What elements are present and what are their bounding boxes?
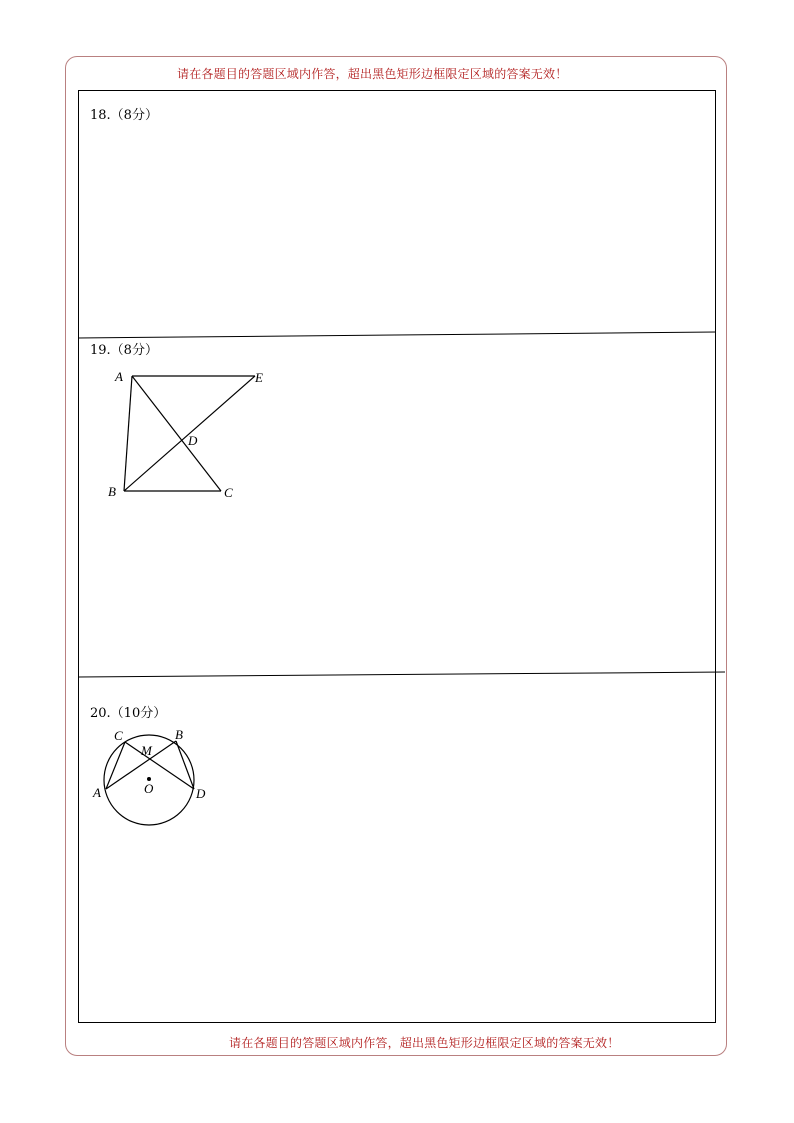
question-20-number: 20.（10分） (90, 706, 167, 721)
label-C: C (114, 728, 123, 743)
answer-area-notice-top: 请在各题目的答题区域内作答，超出黑色矩形边框限定区域的答案无效！ (177, 67, 568, 81)
label-D: D (196, 786, 206, 801)
label-C: C (224, 485, 233, 500)
question-18-number: 18.（8分） (90, 108, 158, 123)
label-A: A (93, 785, 101, 800)
label-O: O (144, 781, 154, 796)
label-A: A (115, 369, 123, 384)
label-B: B (175, 727, 183, 742)
label-M: M (141, 743, 152, 758)
question-19-number: 19.（8分） (90, 343, 158, 358)
label-E: E (255, 370, 263, 385)
label-B: B (108, 484, 116, 499)
label-D: D (188, 433, 198, 448)
answer-area-notice-bottom: 请在各题目的答题区域内作答，超出黑色矩形边框限定区域的答案无效！ (229, 1036, 620, 1050)
